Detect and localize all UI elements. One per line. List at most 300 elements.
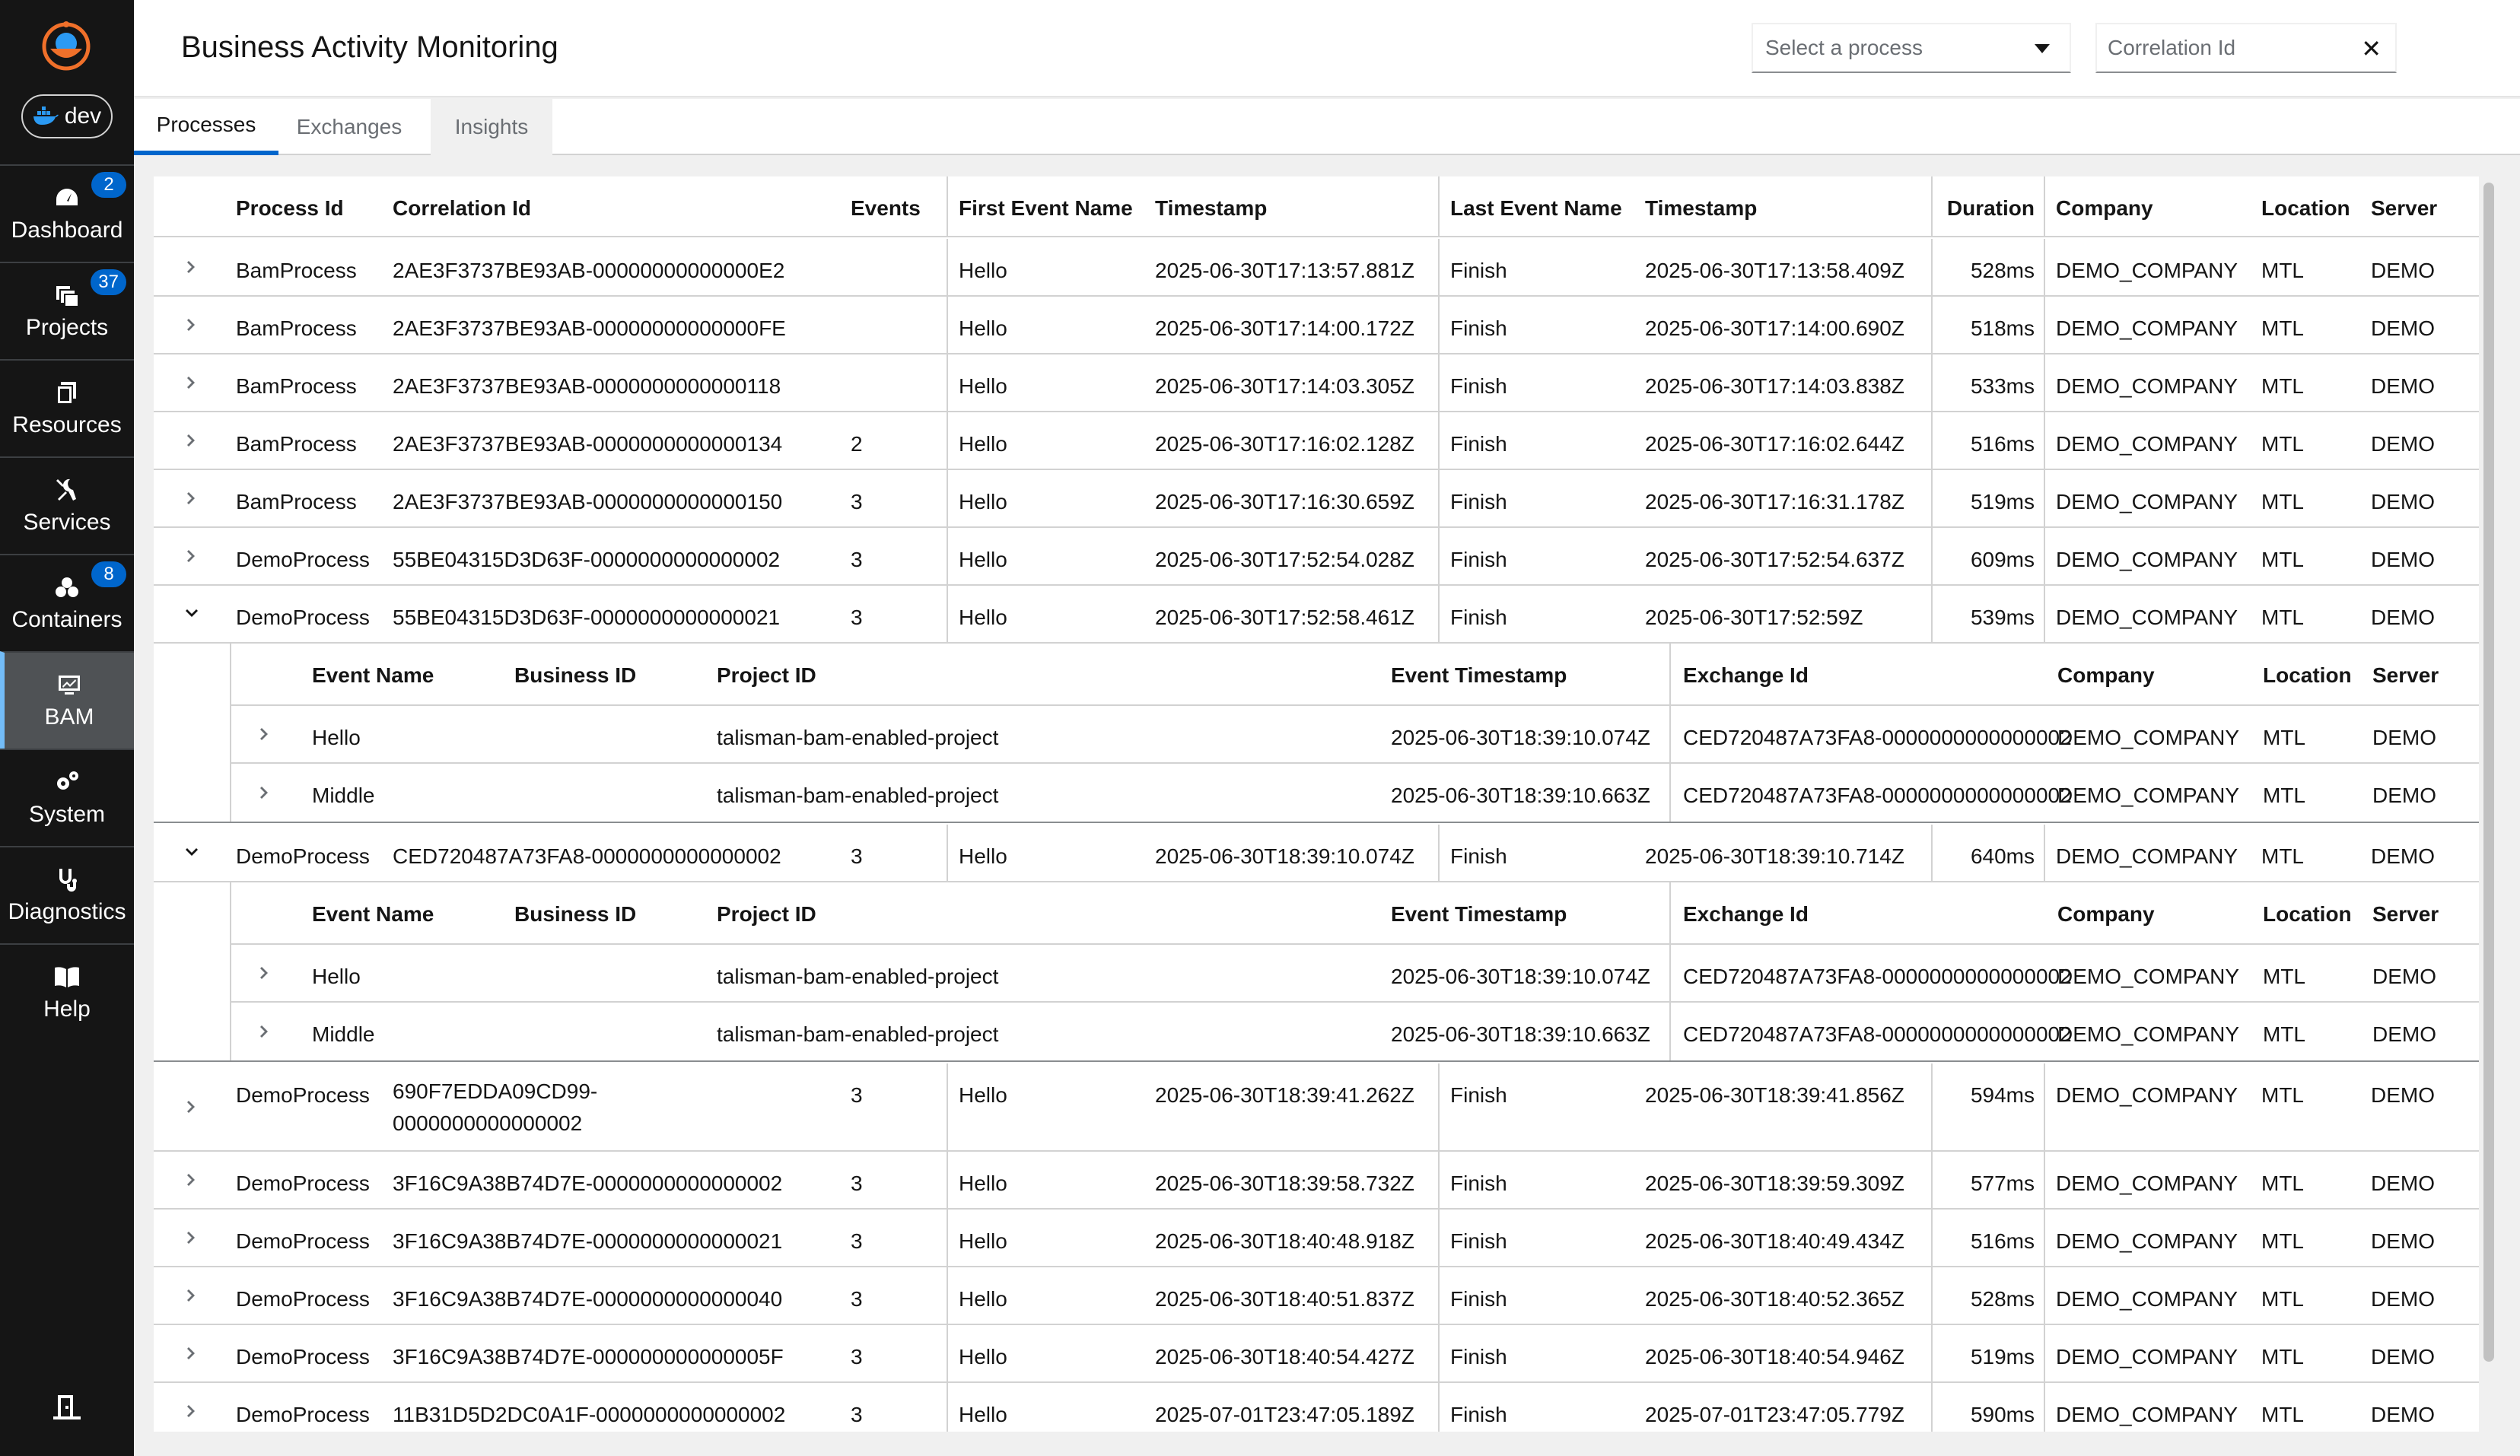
sidebar-item-projects[interactable] — [0, 262, 134, 359]
sidebar-item-diagnostics[interactable] — [0, 846, 134, 943]
duration-cell: 519ms — [1970, 490, 2035, 513]
column-divider — [1931, 239, 1933, 295]
correlation-id-cell: 2AE3F3737BE93AB-0000000000000134 — [393, 432, 783, 456]
column-divider — [1438, 412, 1440, 469]
server-cell: DEMO — [2372, 726, 2436, 749]
expand-chevron-icon[interactable] — [254, 1003, 275, 1060]
first-event-name-cell: Hello — [959, 1083, 1007, 1107]
clear-icon[interactable]: ✕ — [2361, 35, 2382, 62]
location-cell: MTL — [2261, 1083, 2304, 1107]
sidebar — [0, 0, 134, 1456]
expand-chevron-icon[interactable] — [181, 1267, 202, 1324]
column-divider — [947, 297, 948, 353]
expand-chevron-icon[interactable] — [181, 1325, 202, 1381]
subcolumn-header-event-name: Event Name — [312, 902, 434, 926]
last-event-name-cell: Finish — [1450, 1287, 1507, 1311]
docker-icon — [33, 106, 59, 126]
column-divider — [1669, 1003, 1671, 1060]
first-event-name-cell: Hello — [959, 316, 1007, 340]
column-divider — [947, 1063, 948, 1150]
company-cell: DEMO_COMPANY — [2057, 784, 2240, 807]
company-cell: DEMO_COMPANY — [2056, 490, 2238, 513]
column-divider — [1669, 882, 1671, 943]
company-cell: DEMO_COMPANY — [2056, 1083, 2238, 1107]
first-timestamp-cell: 2025-06-30T18:40:48.918Z — [1155, 1229, 1414, 1253]
server-cell: DEMO — [2371, 548, 2435, 571]
environment-label: dev — [64, 103, 102, 129]
dashboard-icon — [53, 184, 81, 211]
sidebar-item-dashboard[interactable] — [0, 164, 134, 262]
location-cell: MTL — [2261, 1229, 2304, 1253]
column-divider — [947, 354, 948, 411]
table-row[interactable] — [154, 1383, 2479, 1432]
server-cell: DEMO — [2372, 965, 2436, 988]
column-header-last-timestamp: Timestamp — [1645, 196, 1758, 220]
location-cell: MTL — [2261, 490, 2304, 513]
column-divider — [2044, 1063, 2045, 1150]
expand-chevron-icon[interactable] — [181, 1063, 202, 1150]
column-divider — [2044, 1267, 2045, 1324]
expand-chevron-icon[interactable] — [181, 297, 202, 353]
correlation-id-cell: 3F16C9A38B74D7E-0000000000000002 — [393, 1171, 783, 1195]
last-event-name-cell: Finish — [1450, 432, 1507, 456]
duration-cell: 577ms — [1970, 1171, 2035, 1195]
column-divider — [1931, 1063, 1933, 1150]
process-id-cell: DemoProcess — [236, 1287, 370, 1311]
duration-cell: 609ms — [1970, 548, 2035, 571]
location-cell: MTL — [2263, 1022, 2305, 1046]
last-event-name-cell: Finish — [1450, 606, 1507, 629]
project-id-cell: talisman-bam-enabled-project — [717, 965, 999, 988]
sidebar-item-resources[interactable] — [0, 359, 134, 456]
location-cell: MTL — [2261, 374, 2304, 398]
sidebar-item-bam[interactable] — [0, 651, 134, 749]
last-timestamp-cell: 2025-06-30T18:39:59.309Z — [1645, 1171, 1904, 1195]
table-row[interactable] — [154, 297, 2479, 354]
location-cell: MTL — [2261, 606, 2304, 629]
collapse-chevron-icon[interactable] — [181, 825, 202, 881]
column-divider — [2044, 1210, 2045, 1266]
location-cell: MTL — [2263, 784, 2305, 807]
subcolumn-header-business-id: Business ID — [514, 663, 637, 687]
system-icon — [53, 768, 81, 796]
column-header-correlation-id: Correlation Id — [393, 196, 532, 220]
exchange-id-cell: CED720487A73FA8-0000000000000002 — [1683, 1022, 2072, 1046]
column-divider — [1438, 1063, 1440, 1150]
column-divider — [947, 528, 948, 584]
table-row[interactable] — [154, 1325, 2479, 1383]
company-cell: DEMO_COMPANY — [2056, 1229, 2238, 1253]
column-divider — [1669, 644, 1671, 704]
column-divider — [2044, 825, 2045, 881]
table-row[interactable] — [154, 586, 2479, 644]
column-divider — [2044, 412, 2045, 469]
company-cell: DEMO_COMPANY — [2057, 965, 2240, 988]
duration-cell: 533ms — [1970, 374, 2035, 398]
company-cell: DEMO_COMPANY — [2056, 1345, 2238, 1369]
subcolumn-header-event-timestamp: Event Timestamp — [1391, 663, 1567, 687]
diagnostics-icon — [53, 866, 81, 893]
last-event-name-cell: Finish — [1450, 844, 1507, 868]
column-divider — [1931, 1383, 1933, 1432]
location-cell: MTL — [2261, 1403, 2304, 1426]
last-timestamp-cell: 2025-06-30T17:14:03.838Z — [1645, 374, 1904, 398]
first-timestamp-cell: 2025-06-30T18:39:10.074Z — [1155, 844, 1414, 868]
events-cell: 3 — [851, 1171, 863, 1195]
expand-chevron-icon[interactable] — [181, 354, 202, 411]
process-id-cell: DemoProcess — [236, 548, 370, 571]
process-id-cell: DemoProcess — [236, 1083, 370, 1107]
sidebar-item-label: Containers — [11, 607, 123, 632]
services-icon — [53, 476, 81, 504]
location-cell: MTL — [2261, 259, 2304, 282]
sidebar-item-help[interactable] — [0, 943, 134, 1041]
correlation-id-cell: 2AE3F3737BE93AB-00000000000000E2 — [393, 259, 785, 282]
table-row[interactable] — [154, 239, 2479, 297]
events-cell: 3 — [851, 490, 863, 513]
events-subtable — [230, 644, 2479, 822]
column-header-duration: Duration — [1946, 196, 2035, 220]
company-cell: DEMO_COMPANY — [2056, 1287, 2238, 1311]
column-divider — [1438, 176, 1440, 236]
column-divider — [2044, 239, 2045, 295]
last-event-name-cell: Finish — [1450, 1171, 1507, 1195]
column-divider — [2044, 1152, 2045, 1208]
first-timestamp-cell: 2025-06-30T18:39:58.732Z — [1155, 1171, 1414, 1195]
first-event-name-cell: Hello — [959, 1171, 1007, 1195]
expand-chevron-icon[interactable] — [181, 1152, 202, 1208]
company-cell: DEMO_COMPANY — [2056, 259, 2238, 282]
company-cell: DEMO_COMPANY — [2056, 374, 2238, 398]
subcolumn-header-location: Location — [2263, 902, 2352, 926]
column-divider — [1438, 1267, 1440, 1324]
first-event-name-cell: Hello — [959, 1345, 1007, 1369]
expand-chevron-icon[interactable] — [181, 1210, 202, 1266]
event-row[interactable] — [231, 764, 2479, 822]
sidebar-item-containers[interactable] — [0, 554, 134, 651]
last-timestamp-cell: 2025-06-30T17:16:31.178Z — [1645, 490, 1904, 513]
expanded-events-panel — [154, 882, 2479, 1062]
column-divider — [2044, 354, 2045, 411]
server-cell: DEMO — [2371, 316, 2435, 340]
first-timestamp-cell: 2025-07-01T23:47:05.189Z — [1155, 1403, 1414, 1426]
company-cell: DEMO_COMPANY — [2056, 1171, 2238, 1195]
last-event-name-cell: Finish — [1450, 316, 1507, 340]
duration-cell: 539ms — [1970, 606, 2035, 629]
table-row[interactable] — [154, 1152, 2479, 1210]
sidebar-item-label: System — [28, 802, 106, 827]
column-divider — [1931, 176, 1933, 236]
server-cell: DEMO — [2371, 1229, 2435, 1253]
last-timestamp-cell: 2025-06-30T17:14:00.690Z — [1645, 316, 1904, 340]
column-header-last-event-name: Last Event Name — [1450, 196, 1622, 220]
first-timestamp-cell: 2025-06-30T17:52:54.028Z — [1155, 548, 1414, 571]
column-header-server: Server — [2371, 196, 2438, 220]
correlation-id-cell: 11B31D5D2DC0A1F-0000000000000002 — [393, 1403, 786, 1426]
expand-chevron-icon[interactable] — [254, 706, 275, 762]
table-row[interactable] — [154, 1210, 2479, 1267]
resources-icon — [53, 379, 81, 406]
duration-cell: 594ms — [1970, 1083, 2035, 1107]
duration-cell: 590ms — [1970, 1403, 2035, 1426]
server-cell: DEMO — [2371, 1403, 2435, 1426]
column-divider — [947, 1210, 948, 1266]
table-row[interactable] — [154, 470, 2479, 528]
process-id-cell: BamProcess — [236, 432, 357, 456]
expand-chevron-icon[interactable] — [181, 528, 202, 584]
correlation-id-cell: 2AE3F3737BE93AB-0000000000000150 — [393, 490, 783, 513]
first-event-name-cell: Hello — [959, 490, 1007, 513]
company-cell: DEMO_COMPANY — [2056, 548, 2238, 571]
subcolumn-header-business-id: Business ID — [514, 902, 637, 926]
first-event-name-cell: Hello — [959, 548, 1007, 571]
subtable-header-row — [231, 644, 2479, 706]
column-header-process-id: Process Id — [236, 196, 344, 220]
expand-chevron-icon[interactable] — [181, 1383, 202, 1432]
process-id-cell: DemoProcess — [236, 606, 370, 629]
containers-icon — [53, 574, 81, 601]
table-row[interactable] — [154, 528, 2479, 586]
process-id-cell: BamProcess — [236, 316, 357, 340]
duration-cell: 516ms — [1970, 432, 2035, 456]
column-divider — [947, 470, 948, 526]
correlation-id-cell: 3F16C9A38B74D7E-000000000000005F — [393, 1345, 784, 1369]
table-row[interactable] — [154, 1063, 2479, 1152]
process-id-cell: BamProcess — [236, 490, 357, 513]
column-divider — [947, 1383, 948, 1432]
last-event-name-cell: Finish — [1450, 1403, 1507, 1426]
column-header-company: Company — [2056, 196, 2153, 220]
last-timestamp-cell: 2025-06-30T17:16:02.644Z — [1645, 432, 1904, 456]
process-id-cell: DemoProcess — [236, 844, 370, 868]
column-divider — [2044, 1383, 2045, 1432]
first-timestamp-cell: 2025-06-30T18:40:51.837Z — [1155, 1287, 1414, 1311]
expand-chevron-icon[interactable] — [254, 764, 275, 822]
column-divider — [2044, 528, 2045, 584]
server-cell: DEMO — [2371, 432, 2435, 456]
sidebar-item-badge: 37 — [91, 269, 126, 295]
projects-icon — [53, 281, 81, 309]
tab-processes[interactable]: Processes — [134, 99, 278, 155]
subcolumn-header-project-id: Project ID — [717, 902, 816, 926]
correlation-id-cell: 2AE3F3737BE93AB-00000000000000FE — [393, 316, 786, 340]
caret-down-icon — [2035, 44, 2050, 53]
column-divider — [1931, 1267, 1933, 1324]
last-event-name-cell: Finish — [1450, 1345, 1507, 1369]
column-divider — [1931, 586, 1933, 642]
events-cell: 3 — [851, 1287, 863, 1311]
scrollbar-thumb[interactable] — [2483, 183, 2494, 1362]
last-timestamp-cell: 2025-06-30T18:40:49.434Z — [1645, 1229, 1904, 1253]
last-timestamp-cell: 2025-06-30T17:52:59Z — [1645, 606, 1863, 629]
location-cell: MTL — [2261, 432, 2304, 456]
expand-chevron-icon[interactable] — [181, 412, 202, 469]
sidebar-item-label: Services — [23, 510, 111, 535]
subcolumn-header-company: Company — [2057, 663, 2155, 687]
column-divider — [1438, 1152, 1440, 1208]
sidebar-item-services[interactable] — [0, 456, 134, 554]
first-event-name-cell: Hello — [959, 1229, 1007, 1253]
sidebar-item-label: Dashboard — [11, 218, 123, 243]
sidebar-item-label: Projects — [25, 315, 109, 340]
event-timestamp-cell: 2025-06-30T18:39:10.074Z — [1391, 726, 1650, 749]
server-cell: DEMO — [2371, 259, 2435, 282]
column-divider — [1438, 239, 1440, 295]
server-cell: DEMO — [2372, 784, 2436, 807]
company-cell: DEMO_COMPANY — [2056, 844, 2238, 868]
expanded-events-panel — [154, 644, 2479, 823]
subcolumn-header-location: Location — [2263, 663, 2352, 687]
column-header-first-event-name: First Event Name — [959, 196, 1133, 220]
expand-chevron-icon[interactable] — [181, 470, 202, 526]
page-title: Business Activity Monitoring — [181, 30, 558, 64]
last-timestamp-cell: 2025-06-30T17:52:54.637Z — [1645, 548, 1904, 571]
correlation-id-field[interactable] — [2095, 23, 2397, 73]
column-divider — [1438, 1325, 1440, 1381]
first-timestamp-cell: 2025-06-30T18:40:54.427Z — [1155, 1345, 1414, 1369]
tab-bar — [134, 99, 2520, 155]
column-divider — [1669, 945, 1671, 1001]
sidebar-item-label: Diagnostics — [8, 899, 126, 924]
correlation-id-input[interactable] — [2097, 36, 2340, 60]
column-divider — [1438, 470, 1440, 526]
first-event-name-cell: Hello — [959, 374, 1007, 398]
table-row[interactable] — [154, 412, 2479, 470]
column-divider — [947, 412, 948, 469]
tab-exchanges[interactable]: Exchanges — [296, 115, 402, 138]
tab-insights[interactable]: Insights — [431, 99, 552, 155]
column-divider — [1931, 470, 1933, 526]
column-divider — [1438, 1383, 1440, 1432]
process-id-cell: DemoProcess — [236, 1171, 370, 1195]
location-cell: MTL — [2261, 1345, 2304, 1369]
correlation-id-cell: 3F16C9A38B74D7E-0000000000000040 — [393, 1287, 783, 1311]
server-cell: DEMO — [2371, 1171, 2435, 1195]
column-divider — [947, 239, 948, 295]
location-cell: MTL — [2261, 316, 2304, 340]
sidebar-item-badge: 8 — [91, 561, 126, 587]
column-divider — [947, 1267, 948, 1324]
process-select-placeholder: Select a process — [1765, 36, 1923, 59]
process-id-cell: DemoProcess — [236, 1345, 370, 1369]
last-timestamp-cell: 2025-06-30T18:40:52.365Z — [1645, 1287, 1904, 1311]
first-timestamp-cell: 2025-06-30T18:39:41.262Z — [1155, 1083, 1414, 1107]
event-timestamp-cell: 2025-06-30T18:39:10.663Z — [1391, 784, 1650, 807]
help-icon — [53, 963, 81, 990]
environment-badge[interactable] — [21, 94, 113, 138]
subcolumn-header-event-timestamp: Event Timestamp — [1391, 902, 1567, 926]
event-name-cell: Middle — [312, 1022, 375, 1046]
collapse-chevron-icon[interactable] — [181, 586, 202, 642]
exchange-id-cell: CED720487A73FA8-0000000000000002 — [1683, 726, 2072, 749]
first-event-name-cell: Hello — [959, 844, 1007, 868]
collapse-sidebar-icon[interactable] — [50, 1392, 84, 1423]
table-row[interactable] — [154, 354, 2479, 412]
events-cell: 3 — [851, 1345, 863, 1369]
location-cell: MTL — [2261, 844, 2304, 868]
column-divider — [947, 825, 948, 881]
events-cell: 3 — [851, 1229, 863, 1253]
events-cell: 3 — [851, 844, 863, 868]
sidebar-item-system[interactable] — [0, 749, 134, 846]
server-cell: DEMO — [2372, 1022, 2436, 1046]
expand-chevron-icon[interactable] — [254, 945, 275, 1001]
event-row[interactable] — [231, 706, 2479, 764]
last-event-name-cell: Finish — [1450, 490, 1507, 513]
subcolumn-header-company: Company — [2057, 902, 2155, 926]
subcolumn-header-server: Server — [2372, 663, 2439, 687]
column-divider — [1669, 764, 1671, 822]
project-id-cell: talisman-bam-enabled-project — [717, 784, 999, 807]
correlation-id-cell: 2AE3F3737BE93AB-0000000000000118 — [393, 374, 781, 398]
server-cell: DEMO — [2371, 374, 2435, 398]
column-divider — [1438, 825, 1440, 881]
sidebar-item-badge: 2 — [91, 172, 126, 198]
company-cell: DEMO_COMPANY — [2056, 316, 2238, 340]
column-divider — [1438, 528, 1440, 584]
correlation-id-cell: 690F7EDDA09CD99-0000000000000002 — [393, 1079, 598, 1135]
server-cell: DEMO — [2371, 1287, 2435, 1311]
table-row[interactable] — [154, 825, 2479, 882]
column-divider — [947, 586, 948, 642]
last-event-name-cell: Finish — [1450, 1083, 1507, 1107]
events-cell: 2 — [851, 432, 863, 456]
column-divider — [1931, 1325, 1933, 1381]
events-cell: 3 — [851, 606, 863, 629]
column-divider — [2044, 176, 2045, 236]
location-cell: MTL — [2263, 726, 2305, 749]
first-timestamp-cell: 2025-06-30T17:16:30.659Z — [1155, 490, 1414, 513]
subcolumn-header-exchange-id: Exchange Id — [1683, 902, 1809, 926]
process-id-cell: DemoProcess — [236, 1403, 370, 1426]
expand-chevron-icon[interactable] — [181, 239, 202, 295]
first-timestamp-cell: 2025-06-30T17:13:57.881Z — [1155, 259, 1414, 282]
last-timestamp-cell: 2025-06-30T18:40:54.946Z — [1645, 1345, 1904, 1369]
column-divider — [1669, 706, 1671, 762]
column-divider — [2044, 470, 2045, 526]
location-cell: MTL — [2261, 1171, 2304, 1195]
column-divider — [2044, 297, 2045, 353]
project-id-cell: talisman-bam-enabled-project — [717, 1022, 999, 1046]
table-header-row — [154, 176, 2479, 237]
column-divider — [1931, 825, 1933, 881]
server-cell: DEMO — [2371, 606, 2435, 629]
bam-icon — [56, 671, 83, 698]
company-cell: DEMO_COMPANY — [2057, 726, 2240, 749]
last-event-name-cell: Finish — [1450, 548, 1507, 571]
app-logo-icon[interactable] — [40, 20, 93, 73]
event-name-cell: Middle — [312, 784, 375, 807]
column-divider — [947, 1152, 948, 1208]
company-cell: DEMO_COMPANY — [2057, 1022, 2240, 1046]
process-select[interactable] — [1752, 23, 2071, 73]
column-divider — [1931, 297, 1933, 353]
column-divider — [947, 176, 948, 236]
event-row[interactable] — [231, 1003, 2479, 1060]
processes-table — [154, 176, 2479, 1432]
first-event-name-cell: Hello — [959, 432, 1007, 456]
event-name-cell: Hello — [312, 726, 361, 749]
table-row[interactable] — [154, 1267, 2479, 1325]
sidebar-item-label: BAM — [44, 704, 94, 730]
first-event-name-cell: Hello — [959, 1287, 1007, 1311]
server-cell: DEMO — [2371, 490, 2435, 513]
first-event-name-cell: Hello — [959, 1403, 1007, 1426]
event-row[interactable] — [231, 945, 2479, 1003]
sidebar-item-label: Resources — [12, 412, 122, 437]
subcolumn-header-server: Server — [2372, 902, 2439, 926]
column-divider — [2044, 1325, 2045, 1381]
